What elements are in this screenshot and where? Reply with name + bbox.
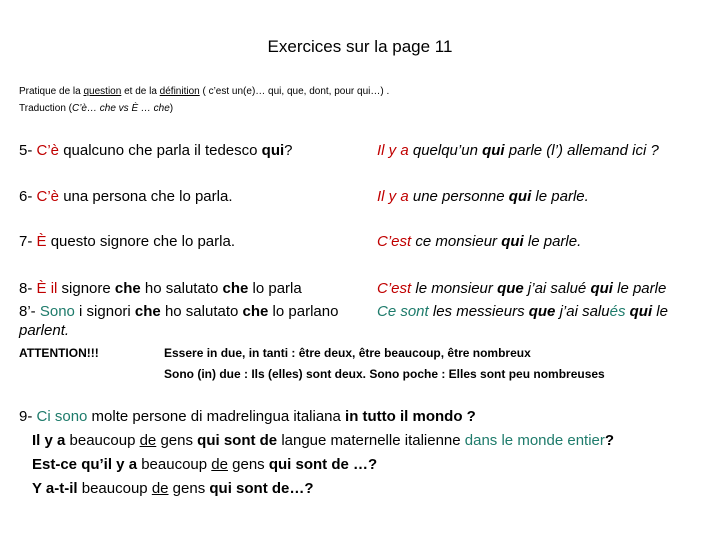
underlined-word: de <box>151 480 169 497</box>
text: ho salutato <box>160 303 243 320</box>
text: ? <box>284 142 293 159</box>
q9-line-1 <box>19 408 476 425</box>
note-text: ) <box>169 103 174 114</box>
text: une personne <box>408 188 509 205</box>
row-number: 8- <box>19 280 37 297</box>
bold-phrase: qui sont de <box>197 432 278 449</box>
note-line-1 <box>19 86 389 97</box>
highlight: Il y a <box>377 142 409 159</box>
note-definition: définition <box>159 86 200 97</box>
text: gens <box>156 432 198 449</box>
bold-phrase: in tutto il mondo ? <box>345 408 476 425</box>
text: gens <box>227 456 269 473</box>
text: ce monsieur <box>411 233 502 250</box>
highlight: Sono <box>39 303 75 320</box>
bold-word: qui <box>261 142 285 159</box>
row-8-french <box>377 280 666 297</box>
row-6-french <box>377 188 589 205</box>
bold-word: qui <box>629 303 653 320</box>
note-text: et de la <box>121 86 160 97</box>
note-italic: C’è… che vs È … che <box>71 103 170 114</box>
text: qualcuno che parla il tedesco <box>59 142 262 159</box>
text: le <box>652 303 668 320</box>
text: molte persone di madrelingua italiana <box>87 408 346 425</box>
row-8b-continuation: parlent. <box>19 322 70 339</box>
text: questo signore che lo parla. <box>46 233 235 250</box>
bold-phrase: qui sont de <box>209 480 290 497</box>
text: beaucoup <box>77 480 152 497</box>
bold-phrase: Est-ce qu’il y a <box>32 456 138 473</box>
text: quelqu’un <box>408 142 483 159</box>
row-number: 5- <box>19 142 37 159</box>
row-5-french <box>377 142 659 159</box>
bold-word: che <box>114 280 141 297</box>
text: signore <box>57 280 115 297</box>
highlight: Ce sont <box>377 303 429 320</box>
row-7-french <box>377 233 581 250</box>
row-number: 7- <box>19 233 37 250</box>
row-number: 6- <box>19 188 37 205</box>
bold-word: che <box>134 303 161 320</box>
q9-line-4 <box>32 480 314 497</box>
q9-line-2 <box>32 432 614 449</box>
bold-phrase: …? <box>289 480 314 497</box>
text: le parle <box>612 280 667 297</box>
highlight: dans le monde entier <box>464 432 605 449</box>
bold-phrase: Y a-t-il <box>32 480 78 497</box>
text: le parle. <box>531 188 589 205</box>
note-text: ( c’est un(e)… qui, que, dont, pour qui…) . <box>199 86 390 97</box>
text: langue maternelle italienne <box>277 432 465 449</box>
row-number: 8’- <box>19 303 40 320</box>
bold-phrase: ? <box>604 432 615 449</box>
note-line-2 <box>19 103 173 114</box>
highlight: és <box>609 303 626 320</box>
text: parle (l’) allemand ici ? <box>504 142 659 159</box>
highlight: È <box>36 233 47 250</box>
bold-word: che <box>242 303 269 320</box>
text: beaucoup <box>65 432 140 449</box>
highlight: C’è <box>36 142 60 159</box>
attention-line-2: Sono (in) due : Ils (elles) sont deux. Sono poche : Elles sont peu nombreuses <box>164 367 605 381</box>
row-8b-italian <box>19 303 338 320</box>
row-8b-french <box>377 303 668 320</box>
highlight: C’est <box>377 233 412 250</box>
bold-phrase: Il y a <box>32 432 66 449</box>
page-title: Exercices sur la page 11 <box>267 37 453 56</box>
bold-word: qui <box>590 280 613 297</box>
row-7-italian <box>19 233 235 250</box>
text: lo parlano <box>268 303 339 320</box>
note-text: Traduction ( <box>19 103 72 114</box>
text: ho salutato <box>140 280 223 297</box>
highlight: È il <box>36 280 58 297</box>
text: gens <box>168 480 210 497</box>
bold-word: qui <box>508 188 532 205</box>
attention-label: ATTENTION!!! <box>19 346 99 360</box>
text: les messieurs <box>428 303 529 320</box>
row-8-italian <box>19 280 302 297</box>
text: una persona che lo parla. <box>59 188 233 205</box>
underlined-word: de <box>139 432 157 449</box>
note-question: question <box>83 86 122 97</box>
note-text: Pratique de la <box>19 86 84 97</box>
bold-word: qui <box>482 142 505 159</box>
highlight: C’è <box>36 188 60 205</box>
highlight: Il y a <box>377 188 409 205</box>
row-number: 9- <box>19 408 37 425</box>
text: le parle. <box>523 233 582 250</box>
q9-line-3 <box>32 456 377 473</box>
text: j’ai salué <box>523 280 591 297</box>
text: le monsieur <box>411 280 498 297</box>
text: i signori <box>74 303 135 320</box>
highlight: C’est <box>377 280 412 297</box>
bold-word: qui <box>501 233 524 250</box>
bold-word: que <box>528 303 556 320</box>
text: lo parla <box>248 280 302 297</box>
bold-phrase: …? <box>348 456 378 473</box>
text: j’ai salu <box>555 303 610 320</box>
row-5-italian <box>19 142 293 159</box>
text: beaucoup <box>137 456 212 473</box>
bold-word: que <box>497 280 524 297</box>
bold-phrase: qui sont de <box>268 456 349 473</box>
attention-line-1: Essere in due, in tanti : être deux, être beaucoup, être nombreux <box>164 346 531 360</box>
row-6-italian <box>19 188 232 205</box>
underlined-word: de <box>211 456 228 473</box>
highlight: Ci sono <box>36 408 88 425</box>
bold-word: che <box>222 280 249 297</box>
